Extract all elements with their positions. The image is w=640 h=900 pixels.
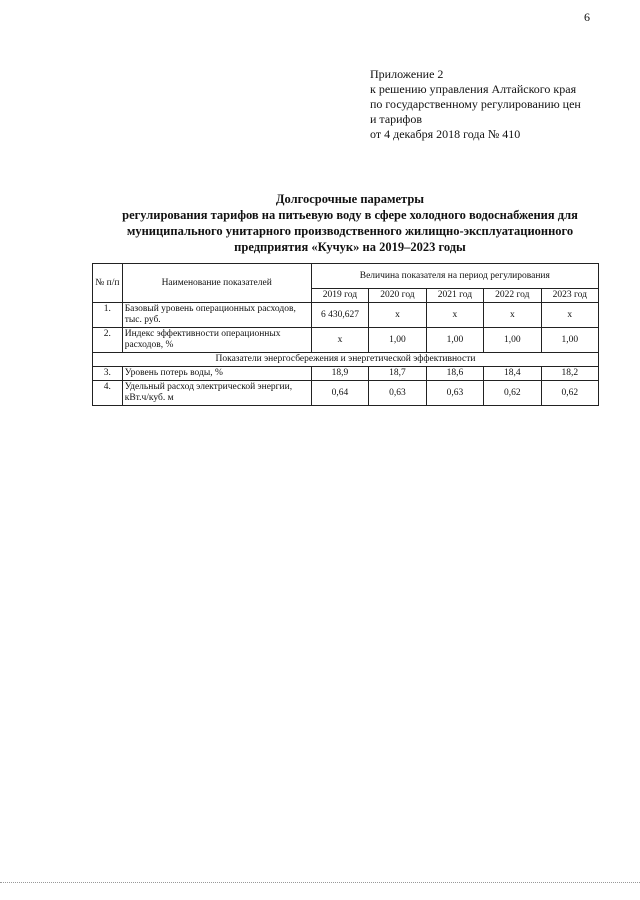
table-row [93,367,599,381]
header-year: 2020 год [369,289,426,303]
row-value: 1,00 [369,328,426,353]
table-row [93,381,599,406]
row-num: 2. [93,328,123,353]
appendix-reference [370,67,630,142]
row-value: 0,62 [484,381,541,406]
row-name: Индекс эффективности операционных расходов, % [122,328,311,353]
row-value: 18,6 [426,367,483,381]
row-value: 18,7 [369,367,426,381]
row-name: Уровень потерь воды, % [122,367,311,381]
row-value: 0,63 [426,381,483,406]
row-value: 1,00 [484,328,541,353]
row-value: 18,4 [484,367,541,381]
row-value: x [541,303,598,328]
page-number: 6 [584,10,590,24]
section-label: Показатели энергосбережения и энергетической эффективности [93,353,599,367]
row-value: 0,63 [369,381,426,406]
appendix-line: от 4 декабря 2018 года № 410 [370,127,521,141]
row-value: 18,2 [541,367,598,381]
header-year: 2019 год [311,289,369,303]
header-year: 2021 год [426,289,483,303]
appendix-line: и тарифов [370,112,423,126]
row-num: 4. [93,381,123,406]
header-num: № п/п [93,264,123,303]
table-row [93,328,599,353]
document-title [100,191,600,255]
table-section-row [93,353,599,367]
parameters-table [92,263,599,406]
row-value: x [369,303,426,328]
row-value: 18,9 [311,367,369,381]
header-year: 2023 год [541,289,598,303]
title-line: Долгосрочные параметры [275,192,425,206]
row-value: x [311,328,369,353]
header-name: Наименование показателей [122,264,311,303]
appendix-line: по государственному регулированию цен [370,97,581,111]
row-num: 1. [93,303,123,328]
table-header-row [93,264,599,289]
title-line: регулирования тарифов на питьевую воду в сфере холодного водоснабжения для [122,208,578,222]
row-value: x [426,303,483,328]
row-num: 3. [93,367,123,381]
row-name: Базовый уровень операционных расходов, тыс. руб. [122,303,311,328]
row-value: 0,64 [311,381,369,406]
title-line: муниципального унитарного производственного жилищно-эксплуатационного [126,224,574,238]
page-bottom-divider [0,882,640,883]
appendix-line: к решению управления Алтайского края [370,82,577,96]
row-value: 1,00 [426,328,483,353]
title-line: предприятия «Кучук» на 2019–2023 годы [234,240,466,254]
table-row [93,303,599,328]
appendix-line: Приложение 2 [370,67,444,81]
row-name: Удельный расход электрической энергии, кВт.ч/куб. м [122,381,311,406]
header-value-group: Величина показателя на период регулирования [311,264,598,289]
row-value: x [484,303,541,328]
header-year: 2022 год [484,289,541,303]
row-value: 0,62 [541,381,598,406]
row-value: 1,00 [541,328,598,353]
row-value: 6 430,627 [311,303,369,328]
